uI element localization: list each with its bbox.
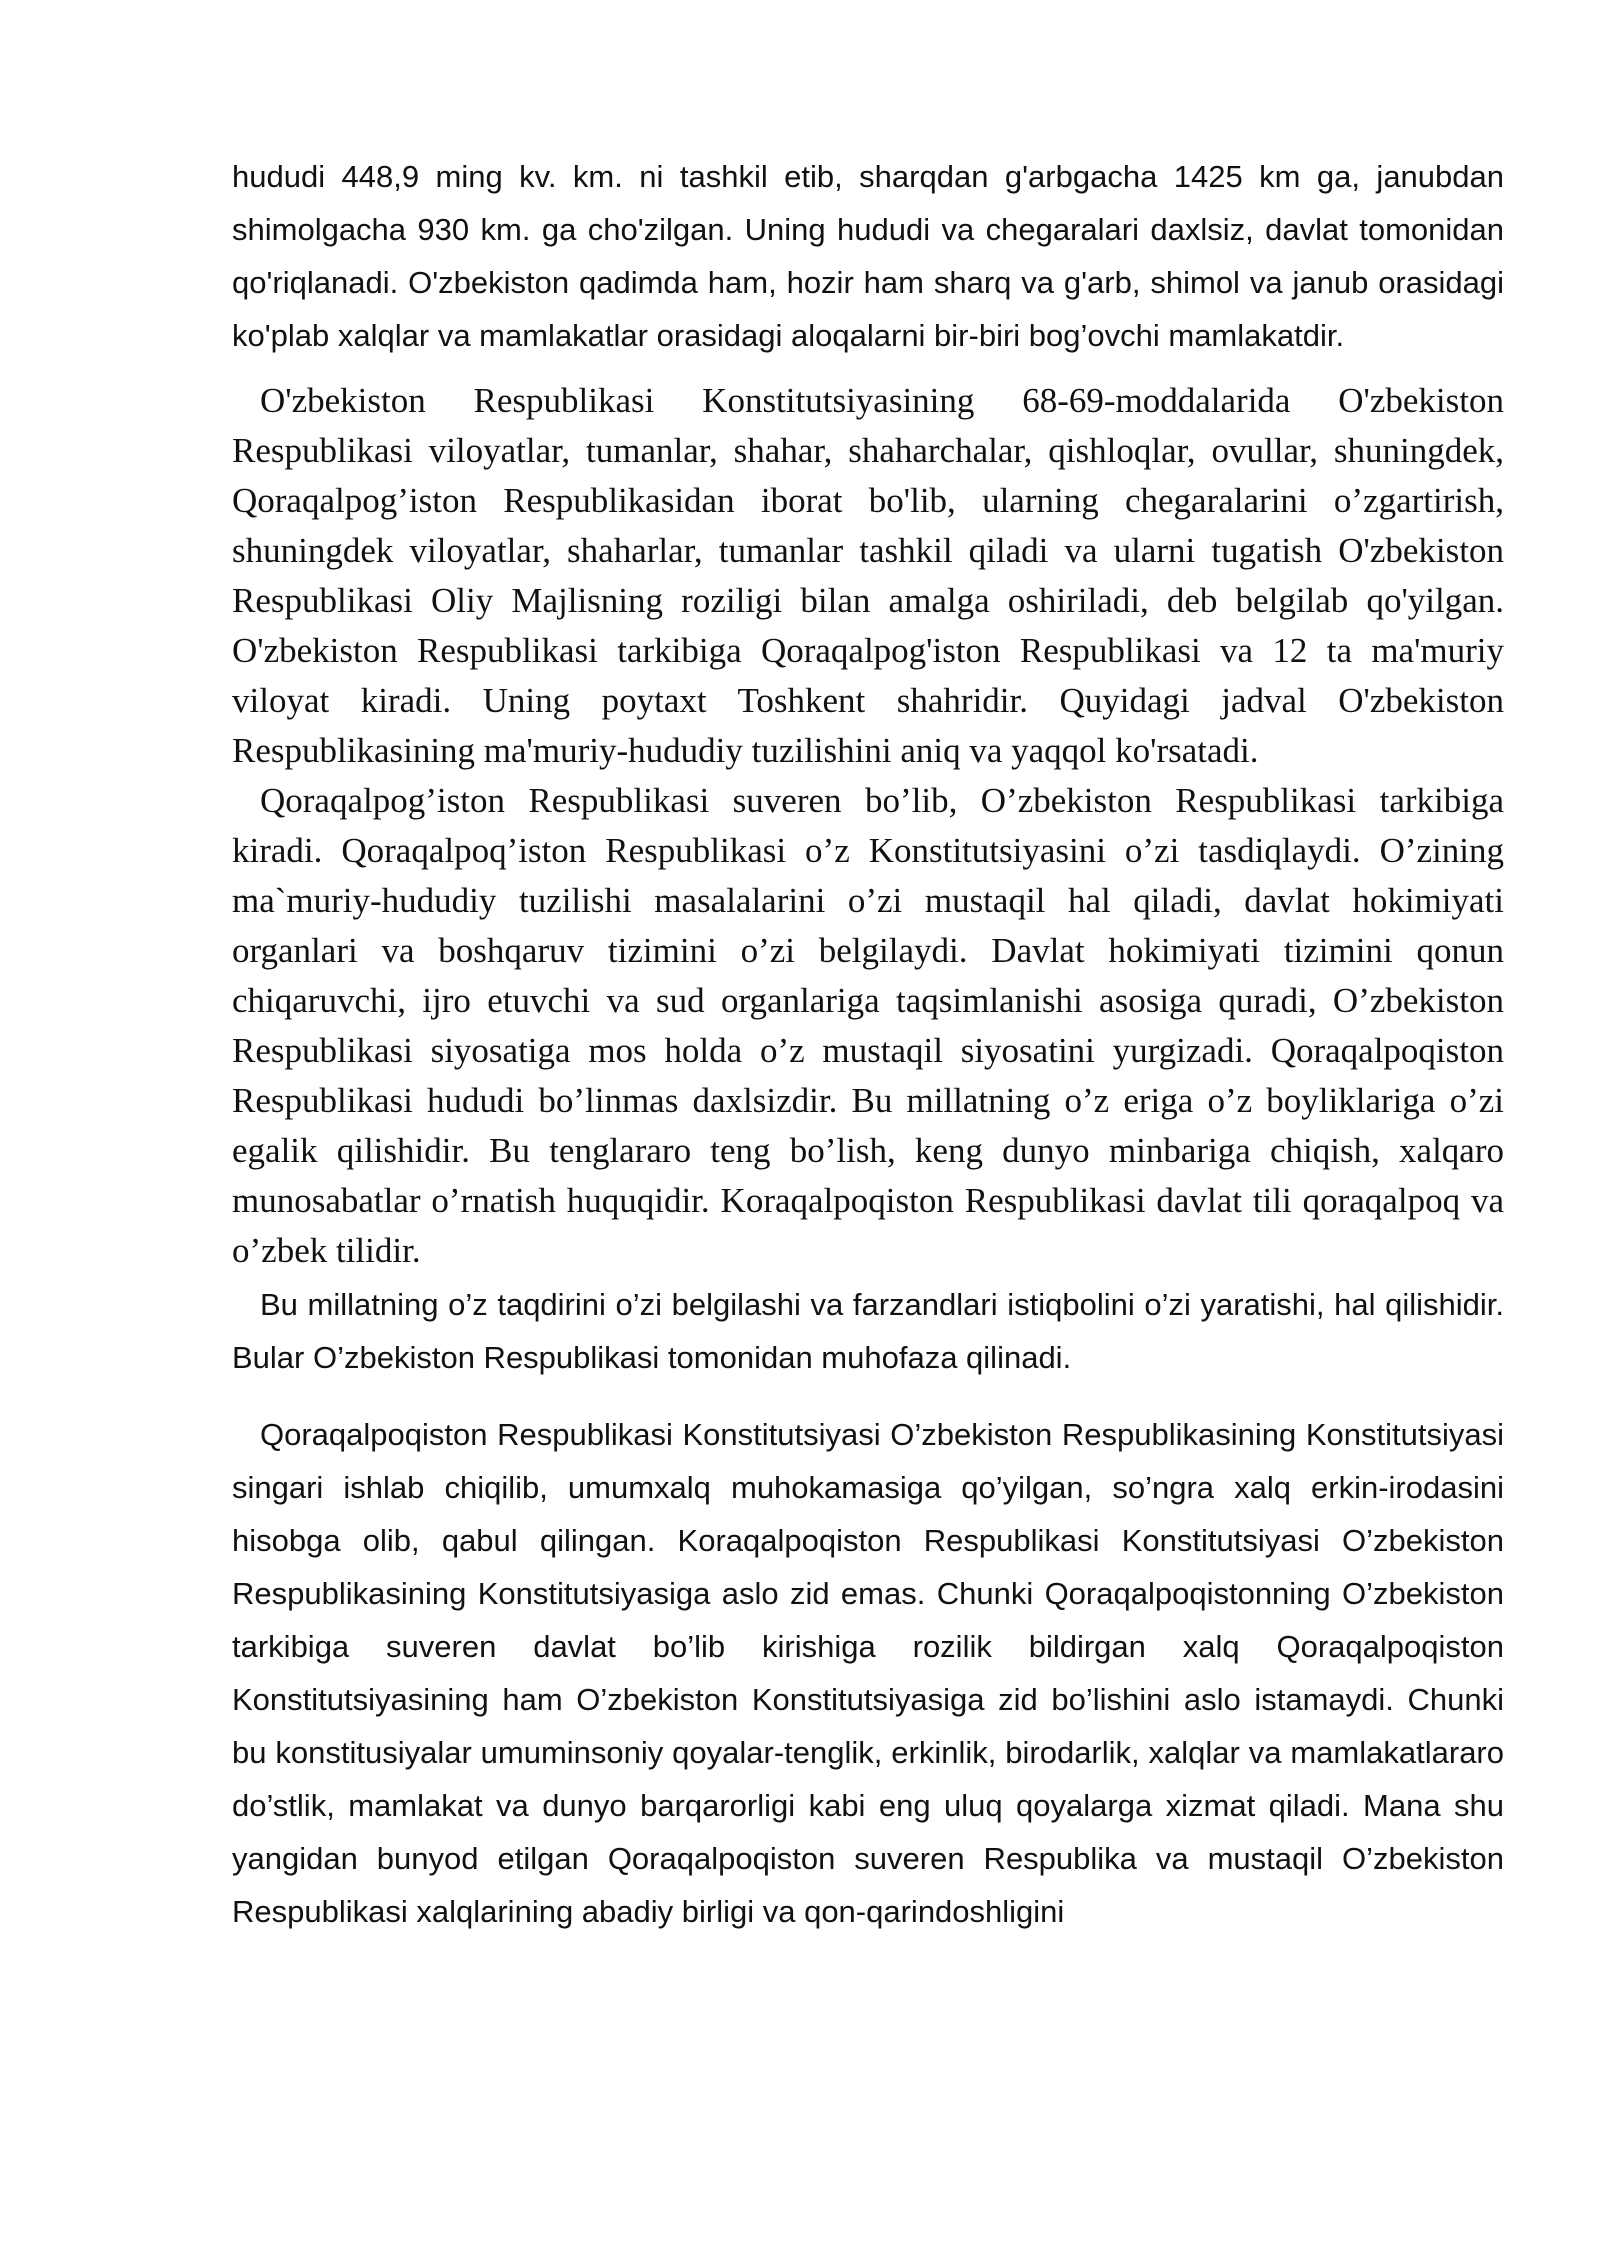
paragraph-constitution-articles: O'zbekiston Respublikasi Konstitutsiyasining 68-69-moddalarida O'zbekiston Respublikasi viloyatlar, tumanlar, shahar, shaharchalar, qishloqlar, ovullar, shuningdek, Qoraqalpog’iston Respublikasidan iborat bo'lib, ularning chegaralarini o’zgartirish, shuningdek viloyatlar, shaharlar, tumanlar tashkil qiladi va ularni tugatish O'zbekiston Respublikasi Oliy Majlisning roziligi bilan amalga oshiriladi, deb belgilab qo'yilgan. O'zbekiston Respublikasi tarkibiga Qoraqalpog'iston Respublikasi va 12 ta ma'muriy viloyat kiradi. Uning poytaxt Toshkent shahridir. Quyidagi jadval O'zbekiston Respublikasining ma'muriy-hududiy tuzilishini aniq va yaqqol ko'rsatadi.	[232, 381, 1504, 770]
paragraph-territory: hududi 448,9 ming kv. km. ni tashkil etib, sharqdan g'arbgacha 1425 km ga, janubdan shimolgacha 930 km. ga cho'zilgan. Uning hududi va chegaralari daxlsiz, davlat tomonidan qo'riqlanadi. O'zbekiston qadimda ham, hozir ham sharq va g'arb, shimol va janub orasidagi ko'plab xalqlar va mamlakatlar orasidagi aloqalarni bir-biri bog’ovchi mamlakatdir.	[232, 159, 1504, 353]
paragraph-karakalpakstan-sovereignty: Qoraqalpog’iston Respublikasi suveren bo’lib, O’zbekiston Respublikasi tarkibiga kiradi. Qoraqalpoq’iston Respublikasi o’z Konstitutsiyasini o’zi tasdiqlaydi. O’zining ma`muriy-hududiy tuzilishi masalalarini o’zi mustaqil hal qiladi, davlat hokimiyati organlari va boshqaruv tizimini o’zi belgilaydi. Davlat hokimiyati tizimini qonun chiqaruvchi, ijro etuvchi va sud organlariga taqsimlanishi asosiga quradi, O’zbekiston Respublikasi siyosatiga mos holda o’z mustaqil siyosatini yurgizadi. Qoraqalpoqiston Respublikasi hududi bo’linmas daxlsizdir. Bu millatning o’z eriga o’z boyliklariga o’zi egalik qilishidir. Bu tenglararo teng bo’lish, keng dunyo minbariga chiqish, xalqaro munosabatlar o’rnatish huquqidir. Koraqalpoqiston Respublikasi davlat tili qoraqalpoq va o’zbek tilidir.	[232, 781, 1504, 1270]
document-page	[232, 150, 1504, 1938]
paragraph-karakalpakstan-constitution: Qoraqalpoqiston Respublikasi Konstitutsiyasi O’zbekiston Respublikasining Konstitutsiyasi singari ishlab chiqilib, umumxalq muhokamasiga qo’yilgan, so’ngra xalq erkin-irodasini hisobga olib, qabul qilingan. Koraqalpoqiston Respublikasi Konstitutsiyasi O’zbekiston Respublikasining Konstitutsiyasiga aslo zid emas. Chunki Qoraqalpoqistonning O’zbekiston tarkibiga suveren davlat bo’lib kirishiga rozilik bildirgan xalq Qoraqalpoqiston Konstitutsiyasining ham O’zbekiston Konstitutsiyasiga zid bo’lishini aslo istamaydi. Chunki bu konstitusiyalar umuminsoniy qoyalar-tenglik, erkinlik, birodarlik, xalqlar va mamlakatlararo do’stlik, mamlakat va dunyo barqarorligi kabi eng uluq qoyalarga xizmat qiladi. Mana shu yangidan bunyod etilgan Qoraqalpoqiston suveren Respublika va mustaqil O’zbekiston Respublikasi xalqlarining abadiy birligi va qon-qarindoshligini	[232, 1417, 1504, 1929]
paragraph-self-determination: Bu millatning o’z taqdirini o’zi belgilashi va farzandlari istiqbolini o’zi yaratishi, hal qilishidir. Bular O’zbekiston Respublikasi tomonidan muhofaza qilinadi.	[232, 1287, 1504, 1375]
